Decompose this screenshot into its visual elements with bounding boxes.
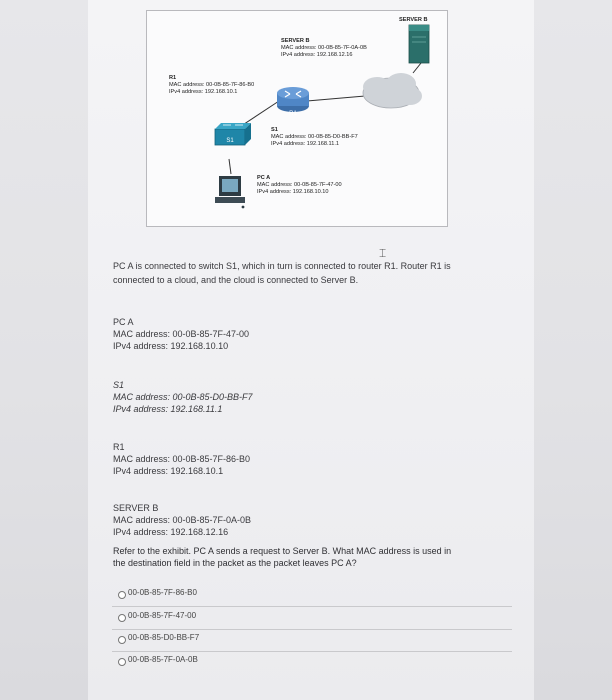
answer-option-3-label: 00-0B-85-D0-BB-F7 (128, 633, 200, 642)
s1-icon-label: S1 (226, 138, 234, 144)
server-icon (409, 25, 429, 63)
answer-option-3[interactable] (112, 632, 512, 652)
pca-label (257, 175, 342, 196)
router-icon (277, 87, 309, 112)
r1-ip-text: IPv4 address: 192.168.10.1 (113, 466, 224, 476)
server-b-mac-text: MAC address: 00-0B-85-7F-0A-0B (113, 515, 252, 525)
answer-option-1[interactable] (112, 587, 512, 607)
r1-label (169, 75, 254, 96)
question-line-1: Refer to the exhibit. PC A sends a request to Server B. What MAC address is used in (113, 546, 452, 556)
r1-icon-label: R1 (289, 111, 297, 117)
server-b-ip-text: IPv4 address: 192.168.12.16 (113, 527, 229, 537)
radio-button-4[interactable] (118, 658, 126, 666)
s1-ip-text: IPv4 address: 192.168.11.1 (113, 404, 223, 414)
radio-button-1[interactable] (118, 591, 126, 599)
answer-option-2-label: 00-0B-85-7F-47-00 (128, 611, 197, 620)
s1-ip: IPv4 address: 192.168.11.1 (271, 141, 340, 147)
radio-button-3[interactable] (118, 636, 126, 644)
r1-title: R1 (169, 75, 177, 81)
pca-block (113, 316, 249, 352)
text-cursor-icon: ⌶ (379, 246, 387, 260)
answer-option-4[interactable] (112, 654, 512, 673)
r1-name: R1 (113, 442, 125, 452)
link-s1-pca (229, 159, 231, 174)
answer-option-2[interactable] (112, 610, 512, 630)
s1-title: S1 (271, 127, 278, 133)
radio-button-2[interactable] (118, 614, 126, 622)
s1-label (271, 127, 358, 148)
network-exhibit (146, 10, 448, 227)
s1-mac-text: MAC address: 00-0B-85-D0-BB-F7 (113, 392, 253, 402)
description-line-1: PC A is connected to switch S1, which in turn is connected to router R1. Router R1 is (113, 261, 451, 271)
pc-icon (215, 176, 245, 208)
cloud-icon (363, 73, 422, 108)
pca-title: PC A (257, 175, 271, 181)
pca-ip-text: IPv4 address: 192.168.10.10 (113, 341, 229, 351)
question-line-2: the destination field in the packet as the packet leaves PC A? (113, 558, 357, 568)
server-b-title: SERVER B (281, 38, 310, 44)
server-b-name: SERVER B (113, 503, 159, 513)
pca-ip: IPv4 address: 192.168.10.10 (257, 189, 329, 195)
r1-mac: MAC address: 00-0B-85-7F-86-B0 (169, 82, 255, 88)
r1-mac-text: MAC address: 00-0B-85-7F-86-B0 (113, 454, 251, 464)
s1-name: S1 (113, 380, 125, 390)
pca-mac: MAC address: 00-0B-85-7F-47-00 (257, 182, 342, 188)
r1-block (113, 441, 250, 477)
link-r1-cloud (307, 96, 365, 101)
server-b-mac: MAC address: 00-0B-85-7F-0A-0B (281, 45, 367, 51)
s1-block (113, 379, 253, 415)
server-b-label (281, 38, 367, 59)
answer-option-1-label: 00-0B-85-7F-86-B0 (128, 588, 197, 597)
answer-option-4-label: 00-0B-85-7F-0A-0B (128, 655, 198, 664)
server-b-ip: IPv4 address: 192.168.12.16 (281, 52, 353, 58)
server-b-corner-label: SERVER B (399, 17, 428, 23)
pca-mac-text: MAC address: 00-0B-85-7F-47-00 (113, 329, 250, 339)
r1-ip: IPv4 address: 192.168.10.1 (169, 89, 238, 95)
pca-name: PC A (113, 317, 134, 327)
server-b-block (113, 502, 251, 538)
description-line-2: connected to a cloud, and the cloud is connected to Server B. (113, 275, 359, 285)
s1-mac: MAC address: 00-0B-85-D0-BB-F7 (271, 134, 358, 140)
